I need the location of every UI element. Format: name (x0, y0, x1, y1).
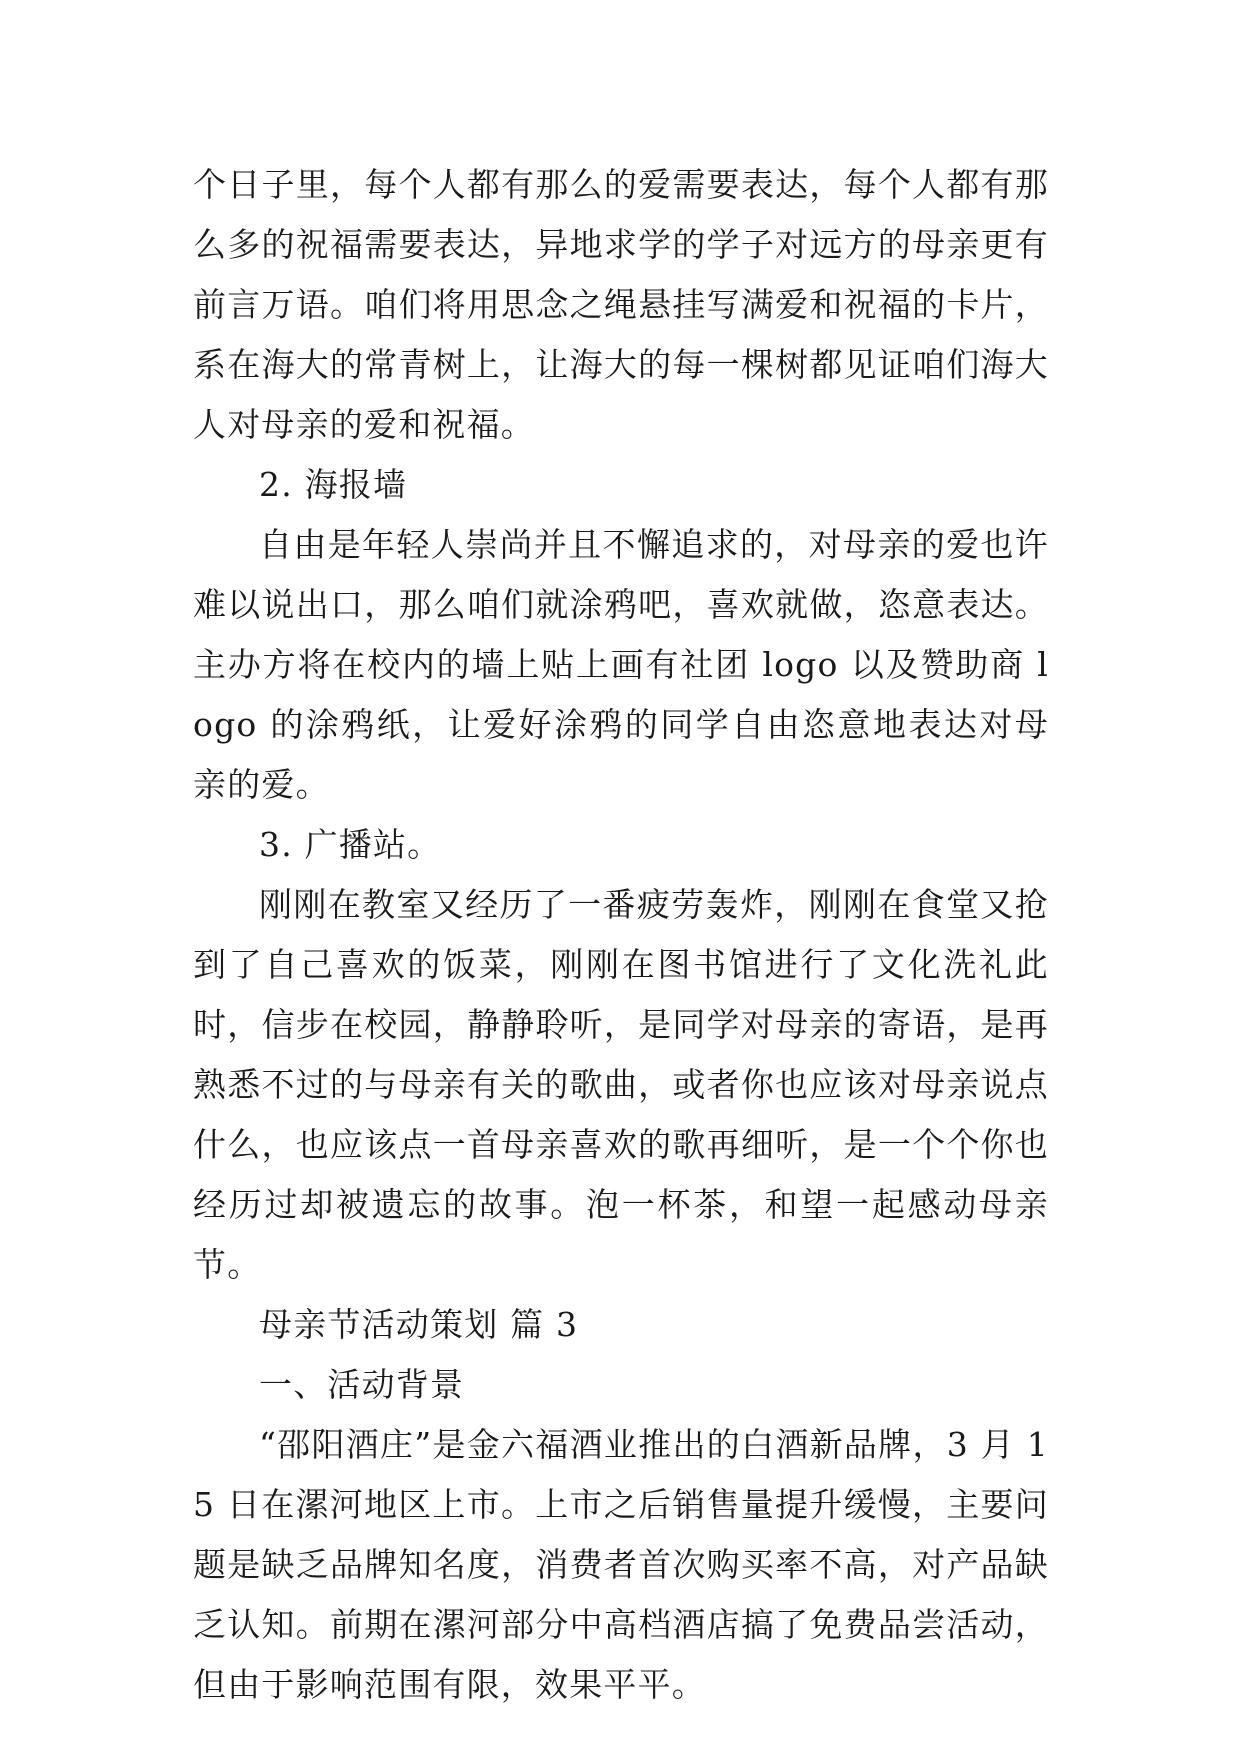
section-heading-background: 一、活动背景 (259, 1365, 465, 1404)
document-body (193, 155, 1049, 1715)
section-heading-broadcast: 3. 广播站。 (259, 825, 442, 864)
paragraph-broadcast: 刚刚在教室又经历了一番疲劳轰炸，刚刚在食堂又抢到了自己喜欢的饭菜，刚刚在图书馆进行了文化洗礼此时，信步在校园，静静聆听，是同学对母亲的寄语，是再熟悉不过的与母亲有关的歌曲，或者你也应该对母亲说点什么，也应该点一首母亲喜欢的歌再细听，是一个个你也经历过却被遗忘的故事。泡一杯茶，和望一起感动母亲节。 (193, 885, 1049, 1284)
paragraph-poster-wall: 自由是年轻人崇尚并且不懈追求的，对母亲的爱也许难以说出口，那么咱们就涂鸦吧，喜欢就做，恣意表达。主办方将在校内的墙上贴上画有社团 logo 以及赞助商 logo 的涂鸦纸，让爱好涂鸦的同学自由恣意地表达对母亲的爱。 (193, 525, 1049, 804)
plan-title: 母亲节活动策划 篇 3 (259, 1305, 579, 1344)
section-heading-poster-wall: 2. 海报墙 (259, 465, 408, 504)
paragraph-background: “邵阳酒庄”是金六福酒业推出的白酒新品牌，3 月 15 日在漯河地区上市。上市之后销售量提升缓慢，主要问题是缺乏品牌知名度，消费者首次购买率不高，对产品缺乏认知。前期在漯河部分中高档酒店搞了免费品尝活动，但由于影响范围有限，效果平平。 (193, 1425, 1049, 1704)
paragraph-card-hanging: 个日子里，每个人都有那么的爱需要表达，每个人都有那么多的祝福需要表达，异地求学的学子对远方的母亲更有前言万语。咱们将用思念之绳悬挂写满爱和祝福的卡片，系在海大的常青树上，让海大的每一棵树都见证咱们海大人对母亲的爱和祝福。 (193, 165, 1049, 444)
